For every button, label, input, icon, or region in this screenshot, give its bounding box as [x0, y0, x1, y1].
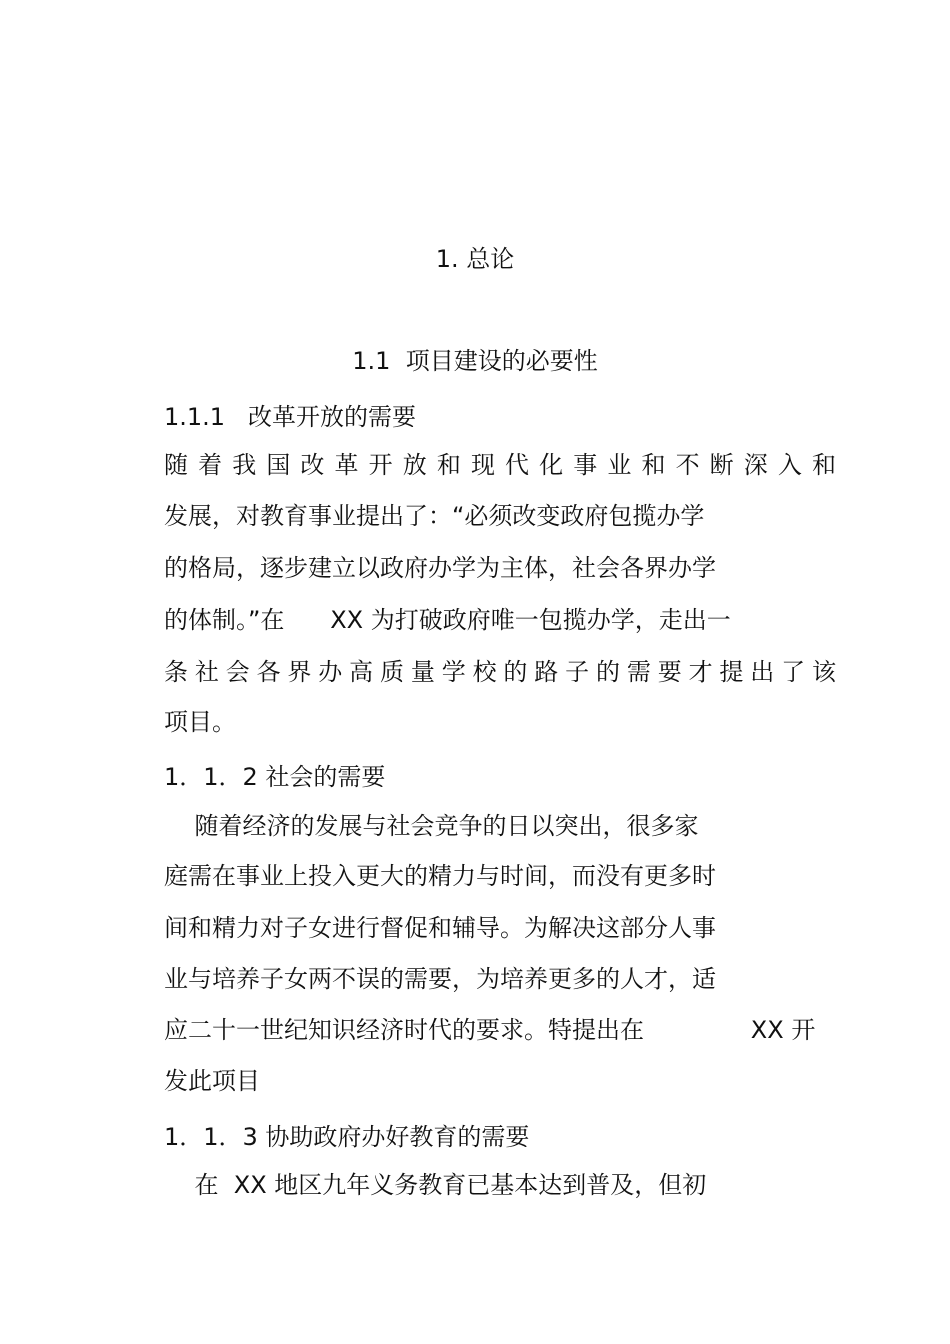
paragraph-line: 随着我国改革开放和现代化事业和不断深入和	[164, 451, 836, 479]
section-title: 1.1 项目建设的必要性	[352, 347, 598, 375]
paragraph-line: 业与培养子女两不误的需要，为培养更多的人才，适	[164, 965, 716, 993]
paragraph-line: 随着经济的发展与社会竞争的日以突出，很多家	[164, 812, 699, 840]
paragraph-line: 的格局，逐步建立以政府办学为主体，社会各界办学	[164, 554, 716, 582]
paragraph-line: 应二十一世纪知识经济时代的要求。特提出在 XX 开	[164, 1016, 816, 1044]
paragraph-line: 的体制。”在 XX 为打破政府唯一包揽办学，走出一	[164, 606, 731, 634]
paragraph-line: 项目。	[164, 708, 236, 736]
paragraph-line: 发展，对教育事业提出了：“必须改变政府包揽办学	[164, 502, 705, 530]
chapter-title: 1. 总论	[435, 245, 515, 273]
paragraph-line: 发此项目	[164, 1067, 260, 1095]
subsection-heading-1-1-3: 1．1．3 协助政府办好教育的需要	[164, 1123, 530, 1151]
paragraph-line: 条社会各界办高质量学校的路子的需要才提出了该	[164, 658, 836, 686]
paragraph-line: 间和精力对子女进行督促和辅导。为解决这部分人事	[164, 914, 716, 942]
subsection-heading-1-1-2: 1．1．2 社会的需要	[164, 763, 386, 791]
paragraph-line: 庭需在事业上投入更大的精力与时间，而没有更多时	[164, 862, 716, 890]
subsection-heading-1-1-1: 1.1.1 改革开放的需要	[164, 403, 416, 431]
paragraph-line: 在 XX 地区九年义务教育已基本达到普及，但初	[164, 1171, 707, 1199]
